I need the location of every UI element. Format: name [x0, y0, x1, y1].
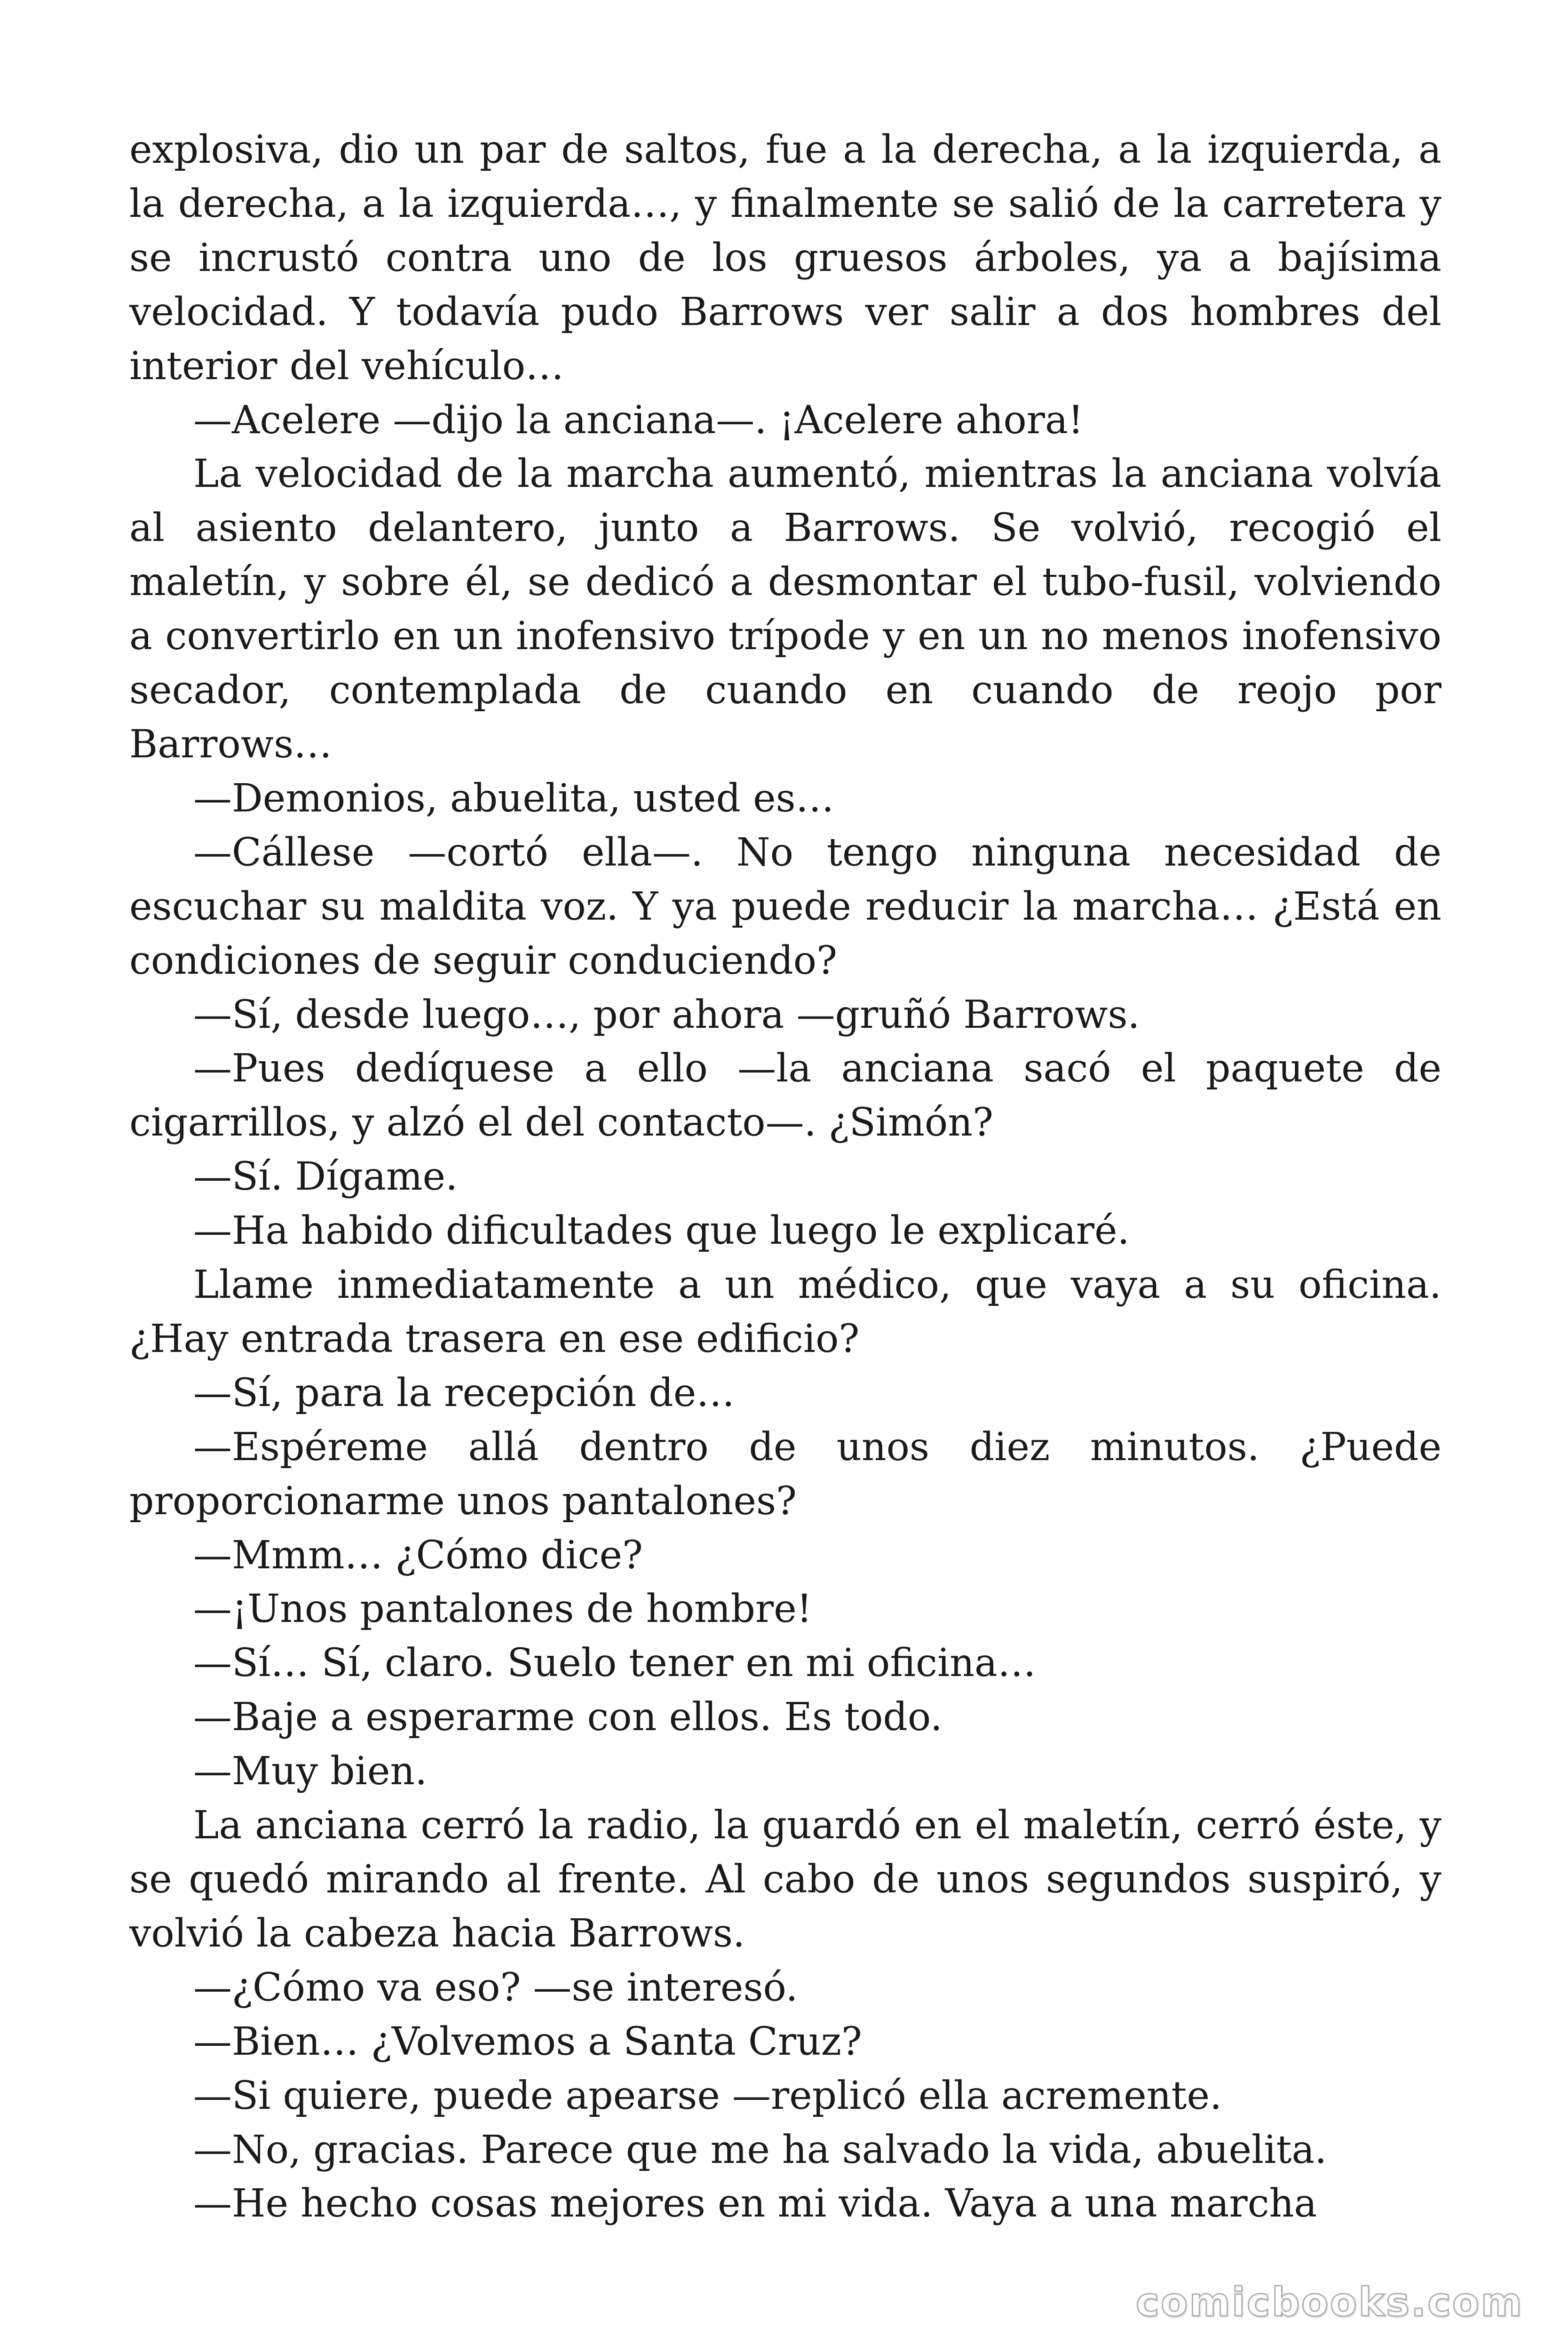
paragraph: —Pues dedíquese a ello —la anciana sacó el paquete de cigarrillos, y alzó el del contacto—. ¿Simón? [129, 1046, 1441, 1145]
paragraph: —Mmm… ¿Cómo dice? [193, 1533, 643, 1578]
paragraph: La velocidad de la marcha aumentó, mientras la anciana volvía al asiento delantero, junto a Barrows. Se volvió, recogió el maletín, y sobre él, se dedicó a desmontar el tubo-fusil, volviendo a convertirlo en un inofensivo trípode y en un no menos inofensivo secador, contemplada de cuando en cuando de reojo por Barrows… [129, 452, 1441, 767]
paragraph: —Muy bien. [193, 1749, 428, 1794]
body-text [129, 123, 1441, 2231]
paragraph: —Bien… ¿Volvemos a Santa Cruz? [193, 2019, 862, 2064]
paragraph: —Sí… Sí, claro. Suelo tener en mi oficina… [193, 1641, 1036, 1686]
paragraph: —Sí, desde luego…, por ahora —gruñó Barrows. [193, 992, 1140, 1037]
paragraph: —Sí. Dígame. [193, 1154, 458, 1200]
paragraph: —¡Unos pantalones de hombre! [193, 1587, 812, 1632]
paragraph: —Espéreme allá dentro de unos diez minutos. ¿Puede proporcionarme unos pantalones? [129, 1424, 1441, 1524]
watermark-logo: comicbooks.com [1136, 2279, 1523, 2325]
paragraph: —Si quiere, puede apearse —replicó ella acremente. [193, 2073, 1222, 2118]
paragraph: —Acelere —dijo la anciana—. ¡Acelere ahora! [193, 397, 1084, 443]
paragraph: —Ha habido dificultades que luego le explicaré. [193, 1208, 1130, 1254]
paragraph: —He hecho cosas mejores en mi vida. Vaya a una marcha [193, 2181, 1317, 2226]
paragraph: —Sí, para la recepción de… [193, 1370, 735, 1415]
paragraph: —Demonios, abuelita, usted es… [193, 776, 834, 821]
paragraph: —No, gracias. Parece que me ha salvado la vida, abuelita. [193, 2127, 1327, 2172]
paragraph: La anciana cerró la radio, la guardó en el maletín, cerró éste, y se quedó mirando al frente. Al cabo de unos segundos suspiró, y volvió la cabeza hacia Barrows. [129, 1803, 1441, 1956]
paragraph: —¿Cómo va eso? —se interesó. [193, 1965, 798, 2010]
paragraph: explosiva, dio un par de saltos, fue a la derecha, a la izquierda, a la derecha, a la izquierda…, y finalmente se salió de la carretera y se incrustó contra uno de los gruesos árboles, ya a bajísima velocidad. Y todavía pudo Barrows ver salir a dos hombres del interior del vehículo… [129, 127, 1441, 389]
paragraph: —Baje a esperarme con ellos. Es todo. [193, 1695, 942, 1740]
paragraph: Llame inmediatamente a un médico, que vaya a su oficina. ¿Hay entrada trasera en ese edificio? [129, 1263, 1441, 1361]
paragraph: —Cállese —cortó ella—. No tengo ninguna necesidad de escuchar su maldita voz. Y ya puede reducir la marcha… ¿Está en condiciones de seguir conduciendo? [129, 830, 1441, 983]
